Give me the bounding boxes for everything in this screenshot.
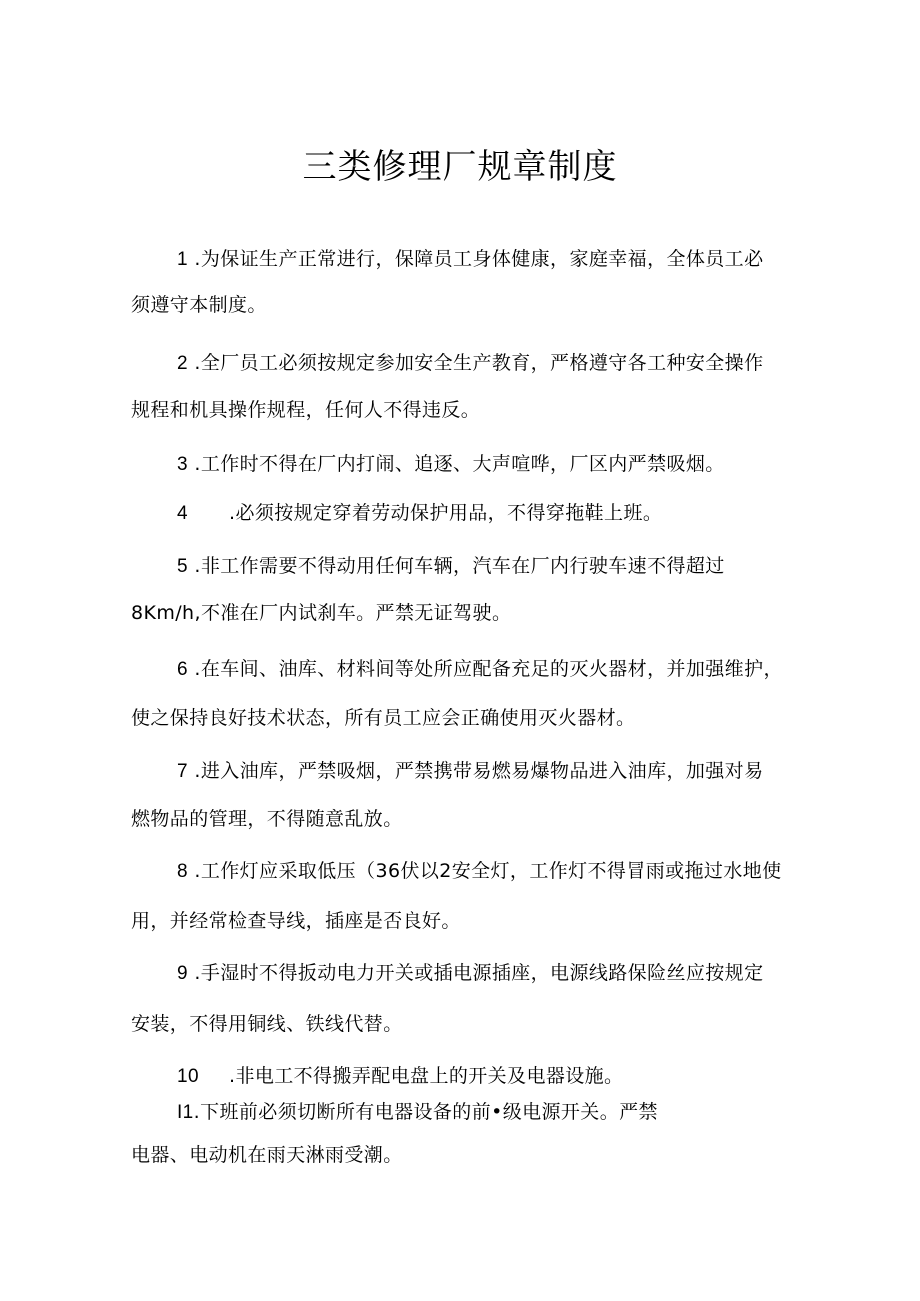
paragraph-1-line-2: 须遵守本制度。 xyxy=(131,294,267,316)
paragraph-4-line-1: 4 .必须按规定穿着劳动保护用品，不得穿拖鞋上班。 xyxy=(177,500,662,527)
paragraph-5-line-1: 5 .非工作需要不得动用任何车辆，汽车在厂内行驶车速不得超过 xyxy=(177,553,725,580)
page-title: 三类修理厂规章制度 xyxy=(302,147,618,187)
paragraph-9-line-2: 安装，不得用铜线、铁线代替。 xyxy=(131,1013,403,1035)
paragraph-11-line-1: I1.下班前必须切断所有电器设备的前•级电源开关。严禁 xyxy=(177,1099,658,1126)
paragraph-11-line-2: 电器、电动机在雨天淋雨受潮。 xyxy=(131,1144,403,1166)
paragraph-7-line-1: 7 .进入油库，严禁吸烟，严禁携带易燃易爆物品进入油库，加强对易 xyxy=(177,758,763,785)
paragraph-1-number: 1 xyxy=(177,249,188,270)
paragraph-7-number: 7 xyxy=(177,761,188,782)
paragraph-9-line-1: 9 .手湿时不得扳动电力开关或插电源插座，电源线路保险丝应按规定 xyxy=(177,960,763,987)
paragraph-7-line-2: 燃物品的管理，不得随意乱放。 xyxy=(131,808,403,830)
paragraph-3-line-1: 3 .工作时不得在厂内打闹、追逐、大声喧哗，厂区内严禁吸烟。 xyxy=(177,451,725,478)
paragraph-8-line-2: 用，并经常检查导线，插座是否良好。 xyxy=(131,910,461,932)
paragraph-8-line-1: 8 .工作灯应采取低压（36伏以2安全灯，工作灯不得冒雨或拖过水地使 xyxy=(177,858,782,885)
paragraph-6-line-1: 6 .在车间、油库、材料间等处所应配备充足的灭火器材，并加强维护， xyxy=(177,656,783,683)
paragraph-8-number: 8 xyxy=(177,861,188,882)
paragraph-2-line-2: 规程和机具操作规程，任何人不得违反。 xyxy=(131,399,481,421)
paragraph-2-number: 2 xyxy=(177,353,188,374)
paragraph-4-number: 4 xyxy=(177,503,188,524)
paragraph-6-number: 6 xyxy=(177,659,188,680)
paragraph-10-line-1: 10 .非电工不得搬弄配电盘上的开关及电器设施。 xyxy=(177,1063,623,1090)
paragraph-10-number: 10 xyxy=(177,1066,199,1087)
paragraph-1-line-1: 1 .为保证生产正常进行，保障员工身体健康，家庭幸福，全体员工必 xyxy=(177,246,763,273)
paragraph-5-line-2: 8Km/h,不准在厂内试刹车。严禁无证驾驶。 xyxy=(131,602,512,624)
paragraph-2-line-1: 2 .全厂员工必须按规定参加安全生产教育，严格遵守各工种安全操作 xyxy=(177,350,763,377)
paragraph-5-number: 5 xyxy=(177,556,188,577)
paragraph-6-line-2: 使之保持良好技术状态，所有员工应会正确使用灭火器材。 xyxy=(131,707,636,729)
paragraph-11-number: I1 xyxy=(177,1102,194,1123)
paragraph-3-number: 3 xyxy=(177,454,188,475)
paragraph-9-number: 9 xyxy=(177,963,188,984)
